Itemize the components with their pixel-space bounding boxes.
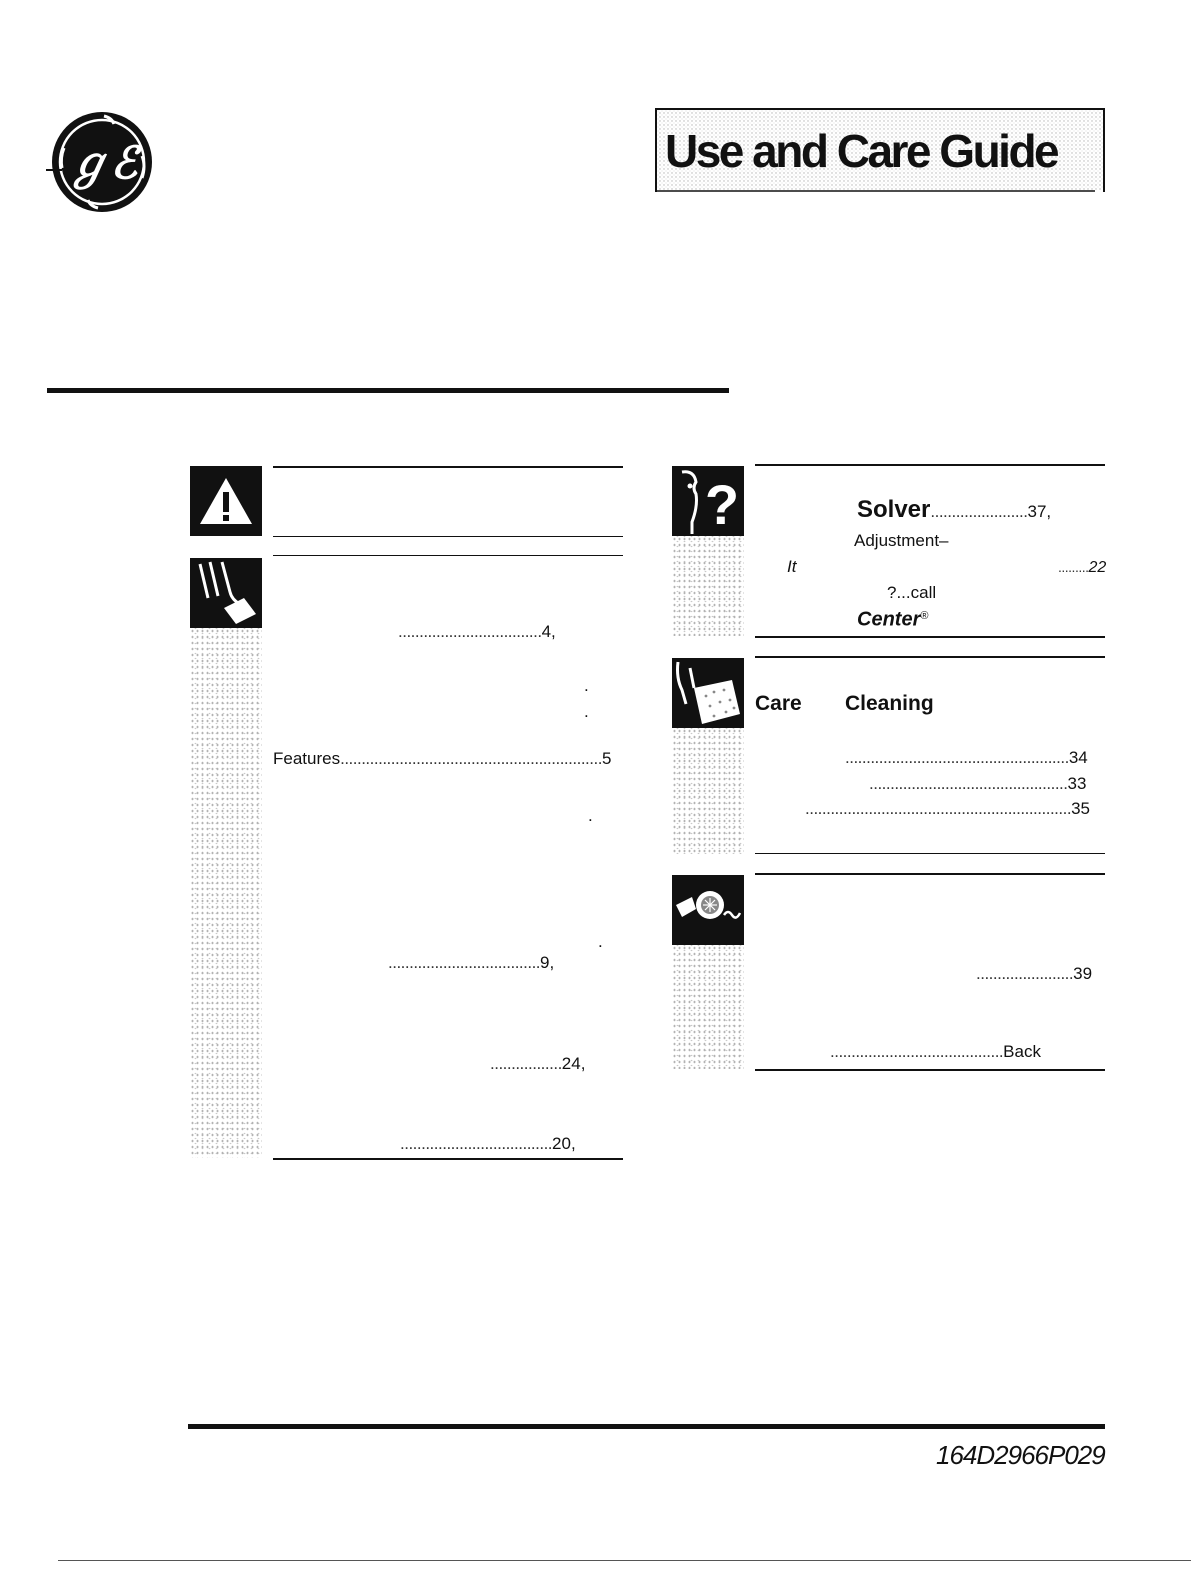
toc-leader: ...............................................: [869, 774, 1068, 793]
hand-pressing-button-icon: [190, 558, 262, 628]
care-heading-2: [845, 694, 934, 714]
toc-page: 9,: [540, 953, 555, 972]
toc-fragment-it: It: [787, 557, 797, 576]
toc-entry-care-3: [805, 799, 1090, 819]
toc-label: Features: [273, 749, 341, 768]
operating-stipple: [190, 628, 262, 1158]
operating-icon-box: [190, 558, 262, 628]
toc-leader: ...............................................................: [805, 799, 1072, 818]
care-rule-bottom: [755, 853, 1105, 854]
toc-entry-it: [1058, 557, 1106, 578]
svg-text:?: ?: [704, 473, 740, 536]
toc-page: 35: [1071, 799, 1090, 818]
toc-label: Solver: [857, 496, 931, 523]
toc-entry-features: [273, 749, 611, 769]
face-question-mark-icon: [672, 466, 744, 536]
operating-rule-top: [273, 555, 623, 556]
service-icon-box: [672, 875, 744, 945]
toc-leader: ....................................: [388, 953, 541, 972]
toc-entry-service-2: [830, 1042, 1041, 1062]
toc-leader: .........................................: [830, 1042, 1004, 1061]
footer-rule: [188, 1424, 1105, 1429]
toc-entry-operating-2: [388, 953, 554, 973]
toc-entry-operating-3: [490, 1054, 585, 1074]
header-divider: [47, 388, 729, 393]
toc-leader: ....................................: [400, 1134, 553, 1153]
document-number: 164D2966P029: [936, 1440, 1105, 1470]
toc-leader: ..............................................................: [340, 749, 602, 768]
service-stipple: [672, 945, 744, 1069]
ge-logo: [42, 108, 158, 216]
toc-page: 5: [601, 749, 612, 768]
toc-page: 37,: [1027, 502, 1052, 521]
toc-entry-operating-1: [398, 622, 556, 642]
toc-dot-2: .: [584, 702, 589, 721]
toc-entry-call: ?...call: [887, 583, 937, 602]
care-heading-word2: Cleaning: [845, 692, 934, 715]
warning-triangle-icon: [190, 466, 262, 536]
toc-entry-operating-4: [400, 1134, 576, 1154]
care-rule-top: [755, 656, 1105, 658]
toc-page: 24,: [561, 1054, 586, 1073]
problem-stipple: [672, 536, 744, 636]
safety-rule-top: [273, 466, 623, 468]
safety-icon-box: [190, 466, 262, 536]
toc-leader: .......................: [930, 502, 1028, 521]
toc-leader: .....................................................: [845, 748, 1069, 767]
care-heading-word1: Care: [755, 692, 802, 715]
care-icon-box: [672, 658, 744, 728]
toc-page: 34: [1068, 748, 1088, 767]
service-rule-top: [755, 873, 1105, 875]
service-plug-icon: [672, 875, 744, 945]
toc-entry-care-2: [869, 774, 1086, 794]
toc-leader: .......................: [976, 964, 1074, 983]
hand-sponge-icon: [672, 658, 744, 728]
toc-page: 22: [1088, 559, 1107, 576]
toc-leader: ..................................: [398, 622, 542, 641]
toc-entry-service-1: [976, 964, 1092, 984]
toc-dot-4: .: [598, 932, 603, 951]
toc-page: 33: [1067, 774, 1087, 793]
page-bottom-rule: [58, 1560, 1191, 1561]
toc-page: 39: [1073, 964, 1093, 983]
toc-dot-3: .: [588, 806, 593, 825]
toc-page: Back: [1003, 1042, 1041, 1061]
care-stipple: [672, 728, 744, 854]
toc-entry-problem-solver: [857, 496, 1052, 523]
problem-rule-bottom: [755, 636, 1105, 638]
page-title: Use and Care Guide: [665, 125, 1058, 177]
operating-rule-bottom: [273, 1158, 623, 1160]
toc-page: 20,: [552, 1134, 576, 1153]
toc-label: Center: [857, 608, 921, 631]
registered-mark: ®: [920, 610, 929, 622]
toc-leader: .........: [1058, 559, 1089, 575]
toc-page: 4,: [541, 622, 556, 641]
problem-icon-box: [672, 466, 744, 536]
toc-entry-center: [857, 606, 928, 631]
problem-rule-top: [755, 464, 1105, 466]
toc-dot-1: .: [584, 676, 589, 695]
toc-leader: .................: [490, 1054, 562, 1073]
svg-text:ℊℰ: ℊℰ: [66, 139, 138, 188]
title-banner: [655, 108, 1105, 192]
safety-rule-bottom: [273, 536, 623, 537]
toc-entry-adjustment: Adjustment–: [854, 531, 949, 550]
toc-entry-care-1: [845, 748, 1088, 768]
care-heading: [755, 694, 802, 714]
service-rule-bottom: [755, 1069, 1105, 1071]
